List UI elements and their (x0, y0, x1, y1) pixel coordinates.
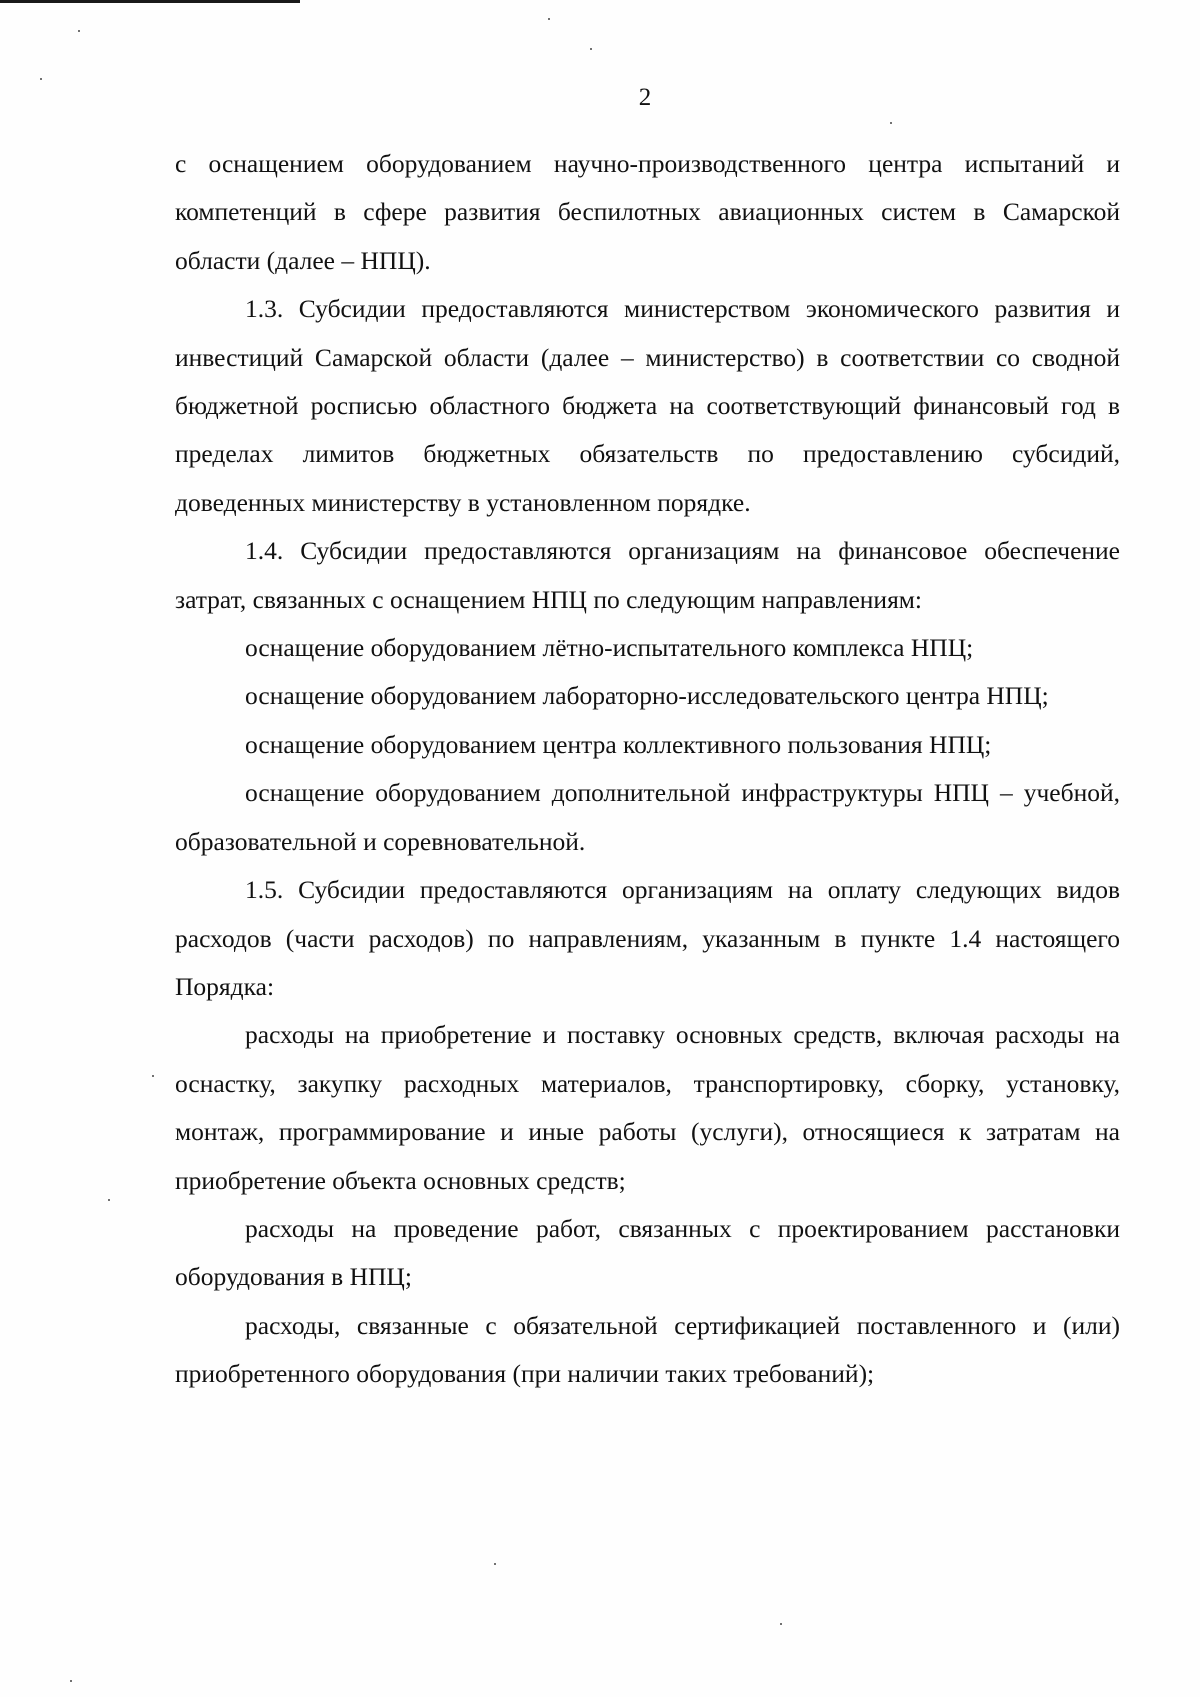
scan-speck (78, 30, 80, 32)
scan-edge-line (0, 0, 300, 3)
paragraph-continuation: с оснащением оборудованием научно-производственного центра испытаний и компетенций в сфере развития беспилотных авиационных систем в Самарской области (далее – НПЦ). (175, 149, 1120, 275)
list-item-fixed-assets-expenses: расходы на приобретение и поставку основных средств, включая расходы на оснастку, закупку расходных материалов, транспортировку, сборку, установку, монтаж, программирование и иные работы (услуги), относящиеся к затратам на приобретение объекта основных средств; (175, 1020, 1120, 1195)
scan-speck (152, 1075, 154, 1077)
list-item-laboratory-center: оснащение оборудованием лабораторно-исследовательского центра НПЦ; (245, 681, 1049, 711)
document-body (175, 140, 1120, 1399)
list-item-additional-infrastructure: оснащение оборудованием дополнительной инфраструктуры НПЦ – учебной, образовательной и соревновательной. (175, 778, 1120, 856)
scan-speck (108, 1199, 110, 1201)
list-item-design-expenses: расходы на проведение работ, связанных с проектированием расстановки оборудования в НПЦ; (175, 1213, 1120, 1292)
paragraph-1-4: 1.4. Субсидии предоставляются организациям на финансовое обеспечение затрат, связанных с оснащением НПЦ по следующим направлениям: (175, 536, 1120, 614)
list-item-shared-use-center: оснащение оборудованием центра коллективного пользования НПЦ; (245, 729, 992, 759)
paragraph-1-3: 1.3. Субсидии предоставляются министерством экономического развития и инвестиций Самарской области (далее – министерство) в соответствии со сводной бюджетной росписью областного бюджета на соответствующий финансовый год в пределах лимитов бюджетных обязательств по предоставлению субсидий, доведенных министерству в установленном порядке. (175, 294, 1120, 517)
list-item-certification-expenses: расходы, связанные с обязательной сертификацией поставленного и (или) приобретенного оборудования (при наличии таких требований); (175, 1310, 1120, 1389)
scan-speck (548, 18, 550, 20)
paragraph-1-5: 1.5. Субсидии предоставляются организациям на оплату следующих видов расходов (части расходов) по направлениям, указанным в пункте 1.4 настоящего Порядка: (175, 875, 1120, 1001)
scan-speck (890, 122, 892, 124)
page-number: 2 (638, 84, 652, 111)
scan-speck (780, 1623, 782, 1625)
scan-speck (40, 78, 42, 80)
scan-speck (70, 1680, 72, 1682)
scan-speck (494, 1563, 496, 1565)
scan-speck (590, 48, 592, 50)
list-item-flight-test-complex: оснащение оборудованием лётно-испытательного комплекса НПЦ; (245, 633, 974, 663)
